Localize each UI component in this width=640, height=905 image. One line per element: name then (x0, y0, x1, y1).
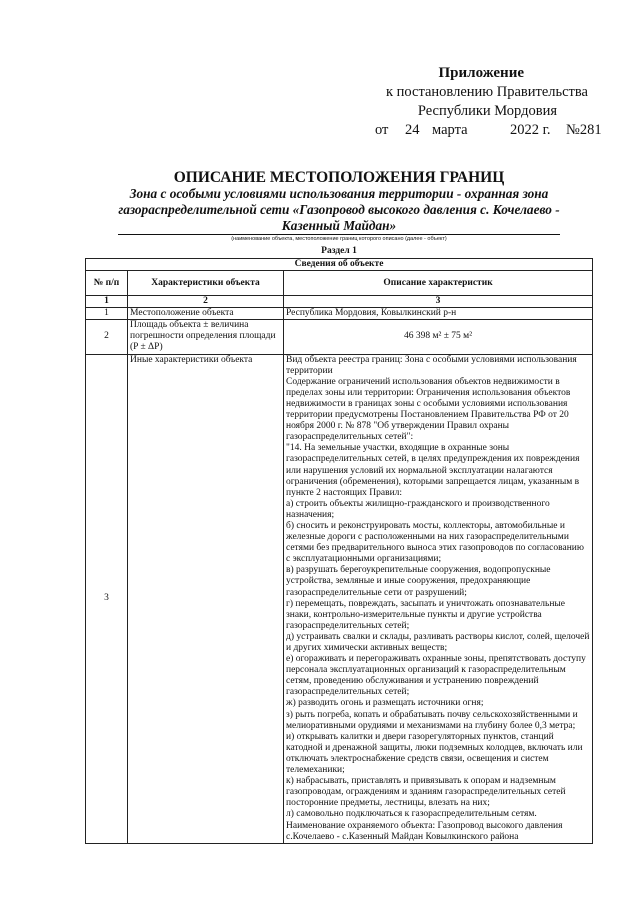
object-info-table (85, 258, 593, 844)
document-subtitle (96, 186, 582, 234)
column-number: 1 (86, 296, 128, 308)
row-characteristic: Местоположение объекта (128, 308, 284, 320)
row-number: 2 (86, 320, 128, 354)
section-heading: Раздел 1 (321, 246, 357, 256)
appendix-line-2: Республики Мордовия (417, 103, 557, 119)
appendix-date-line (330, 121, 620, 141)
header-number: № п/п (86, 271, 128, 296)
row-characteristic: Площадь объекта ± величина погрешности определения площади (P ± ΔP) (128, 320, 284, 354)
date-year: 2022 г. (510, 122, 551, 138)
column-number-row (86, 296, 593, 308)
table-row (86, 320, 593, 354)
date-day: 24 (405, 122, 420, 138)
subtitle-line: газораспределительной сети «Газопровод высокого давления с. Кочелаево - (118, 202, 560, 217)
row-description: Вид объекта реестра границ: Зона с особыми условиями использования территории Содержание ограничений использования объектов недвижимости в пределах зоны или территории: Ограничения использования объектов недвижимости в границах зоны с особыми условиями использования территории предусмотрены Постановлением Правительства РФ от 20 ноября 2000 г. № 878 "Об утверждении Правил охраны газораспределительных сетей": "14. На земельные участки, входящие в охранные зоны газораспределительных сетей, в целях предупреждения их повреждения или нарушения условий их нормальной эксплуатации налагаются ограничения (обременения), которыми запрещается лицам, указанным в пункте 2 настоящих Правил: а) строить объекты жилищно-гражданского и производственного назначения; б) сносить и реконструировать мосты, коллекторы, автомобильные и железные дороги с расположенными на них газораспределительными сетями без предварительного выноса этих газопроводов по согласованию с эксплуатационными организациями; в) разрушать берегоукрепительные сооружения, водопропускные устройства, земляные и иные сооружения, предохраняющие газораспределительные сети от разрушений; г) перемещать, повреждать, засыпать и уничтожать опознавательные знаки, контрольно-измерительные пункты и другие устройства газораспределительных сетей; д) устраивать свалки и склады, разливать растворы кислот, солей, щелочей и других химически активных веществ; е) огораживать и перегораживать охранные зоны, препятствовать доступу персонала эксплуатационных организаций к газораспределительным сетям, проведению обслуживания и устранению повреждений газораспределительных сетей; ж) разводить огонь и размещать источники огня; з) рыть погреба, копать и обрабатывать почву сельскохозяйственными и мелиоративными орудиями и механизмами на глубину более 0,3 метра; и) открывать калитки и двери газорегуляторных пунктов, станций катодной и дренажной защиты, люки подземных колодцев, включать или отключать электроснабжение средств связи, освещения и систем телемеханики; к) набрасывать, приставлять и привязывать к опорам и надземным газопроводам, ограждениям и зданиям газораспределительных сетей посторонние предметы, лестницы, влезать на них; л) самовольно подключаться к газораспределительным сетям. Наименование охраняемого объекта: Газопровод высокого давления с.Кочелаево - с.Казенный Майдан Ковылкинского района (284, 354, 593, 843)
row-number: 3 (86, 354, 128, 843)
table-row (86, 308, 593, 320)
appendix-line-1: к постановлению Правительства (386, 84, 588, 100)
column-number: 3 (284, 296, 593, 308)
table-header-row (86, 271, 593, 296)
row-characteristic: Иные характеристики объекта (128, 354, 284, 843)
column-number: 2 (128, 296, 284, 308)
header-characteristic: Характеристики объекта (128, 271, 284, 296)
table-title: Сведения об объекте (86, 259, 593, 271)
subtitle-line: Зона с особыми условиями использования территории - охранная зона (129, 186, 549, 201)
header-description: Описание характеристик (284, 271, 593, 296)
document-title: ОПИСАНИЕ МЕСТОПОЛОЖЕНИЯ ГРАНИЦ (173, 169, 505, 186)
appendix-heading: Приложение (438, 65, 524, 81)
appendix-block (330, 64, 620, 141)
document-number: №281 (566, 122, 602, 138)
date-prefix: от (375, 122, 389, 138)
subtitle-line: Казенный Майдан» (281, 218, 397, 233)
object-caption: (наименование объекта, местоположение границ которого описано (далее - объект) (231, 236, 447, 242)
row-number: 1 (86, 308, 128, 320)
table-title-row (86, 259, 593, 271)
row-description: Республика Мордовия, Ковылкинский р-н (284, 308, 593, 320)
subtitle-underline (118, 234, 560, 235)
date-month: марта (432, 122, 468, 138)
table-row (86, 354, 593, 843)
row-description: 46 398 м² ± 75 м² (284, 320, 593, 354)
